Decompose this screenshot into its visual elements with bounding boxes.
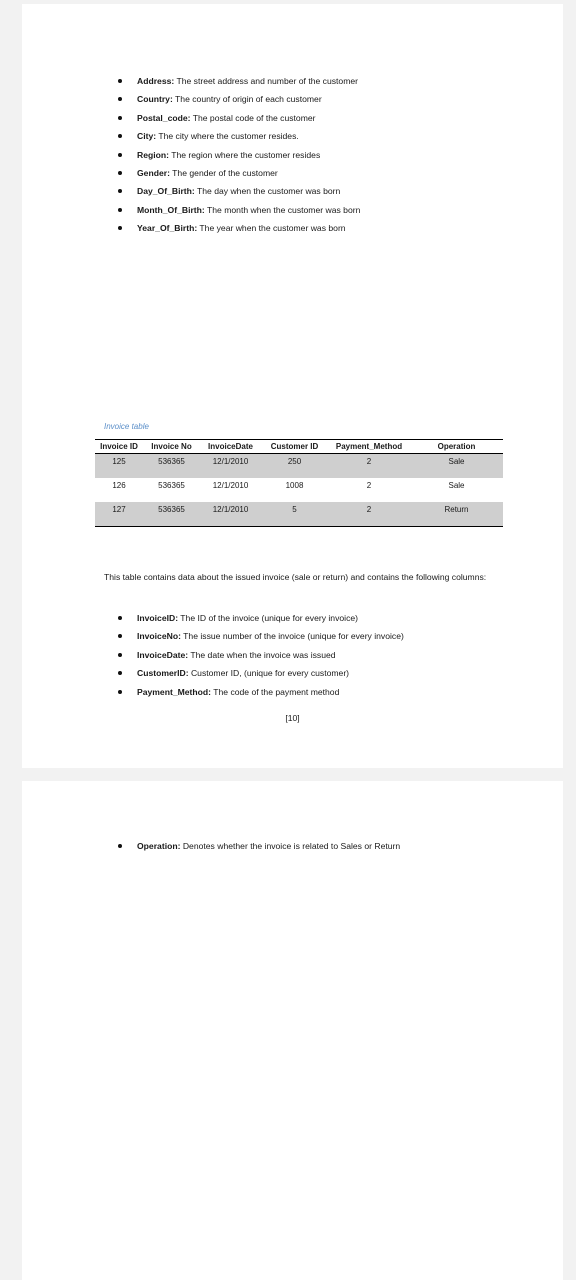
table-cell: Sale — [410, 454, 503, 479]
list-item — [118, 687, 404, 697]
table-cell: 536365 — [143, 454, 200, 479]
field-term: Address: — [137, 76, 175, 86]
table-cell: 12/1/2010 — [200, 454, 261, 479]
field-term: InvoiceID: — [137, 613, 179, 623]
table-row — [95, 502, 503, 527]
list-item — [118, 631, 404, 641]
field-description: The date when the invoice was issued — [188, 649, 336, 660]
customer-field-list — [118, 76, 360, 242]
field-term: CustomerID: — [137, 668, 189, 679]
list-item — [118, 223, 360, 233]
field-term: Year_Of_Birth: — [137, 223, 198, 234]
table-cell: 126 — [112, 481, 126, 490]
field-description: The year when the customer was born — [197, 223, 346, 234]
field-description: The postal code of the customer — [190, 112, 316, 123]
page-number: [10] — [285, 713, 300, 723]
table-cell: 12/1/2010 — [212, 481, 249, 490]
list-item — [118, 94, 360, 104]
table-cell: 127 — [95, 502, 143, 527]
field-term: Day_Of_Birth: — [137, 186, 195, 197]
table-cell: 5 — [261, 502, 328, 527]
table-cell: 250 — [261, 454, 328, 479]
table-cell: 536365 — [158, 481, 185, 490]
invoice-table — [95, 439, 503, 527]
list-item — [118, 841, 400, 851]
field-description: The code of the payment method — [211, 686, 340, 697]
column-header: Customer ID — [261, 440, 328, 454]
table-cell: 2 — [328, 502, 410, 527]
field-description: The street address and number of the customer — [174, 76, 359, 86]
invoice-field-list — [118, 613, 404, 705]
field-term: Month_Of_Birth: — [137, 204, 205, 215]
column-header: Payment_Method — [328, 440, 410, 454]
field-description: The country of origin of each customer — [172, 94, 322, 105]
column-header: Operation — [410, 440, 503, 454]
field-term: Payment_Method: — [137, 686, 212, 697]
field-description: The region where the customer resides — [168, 149, 321, 160]
field-term: Region: — [137, 149, 169, 160]
table-header-row — [95, 440, 503, 454]
table-row — [95, 478, 503, 502]
table-description: This table contains data about the issued invoice (sale or return) and contains the following columns: — [104, 572, 487, 582]
field-description: The day when the customer was born — [194, 186, 341, 197]
list-item — [118, 113, 360, 123]
table-cell: 12/1/2010 — [200, 502, 261, 527]
field-description: The gender of the customer — [169, 167, 278, 178]
list-item — [118, 150, 360, 160]
list-item — [118, 76, 360, 86]
table-cell: 1008 — [285, 481, 304, 490]
list-item — [118, 168, 360, 178]
table-cell: Return — [410, 502, 503, 527]
field-term: Operation: — [137, 841, 181, 851]
list-item — [118, 131, 360, 141]
list-item — [118, 650, 404, 660]
table-row — [95, 454, 503, 479]
list-item — [118, 205, 360, 215]
field-description: The ID of the invoice (unique for every invoice) — [178, 613, 359, 623]
field-term: Gender: — [137, 167, 170, 178]
table-cell: 2 — [328, 454, 410, 479]
document-page-2 — [22, 781, 563, 1280]
list-item — [118, 668, 404, 678]
table-cell: 125 — [95, 454, 143, 479]
table-cell: 536365 — [143, 502, 200, 527]
field-description: The city where the customer resides. — [156, 131, 299, 142]
field-term: InvoiceDate: — [137, 649, 189, 660]
field-term: InvoiceNo: — [137, 631, 181, 642]
list-item — [118, 186, 360, 196]
column-header: InvoiceDate — [200, 440, 261, 454]
field-description: The month when the customer was born — [204, 204, 361, 215]
field-description: Denotes whether the invoice is related to Sales or Return — [180, 841, 401, 851]
table-cell: 2 — [366, 481, 372, 490]
field-term: Country: — [137, 94, 173, 105]
field-description: Customer ID, (unique for every customer) — [188, 668, 350, 679]
column-header: Invoice ID — [95, 440, 143, 454]
operation-field-list — [118, 841, 400, 859]
list-item — [118, 613, 404, 623]
field-term: City: — [137, 131, 157, 142]
field-description: The issue number of the invoice (unique for every invoice) — [180, 631, 404, 642]
table-caption: Invoice table — [104, 422, 149, 431]
document-page-1 — [22, 4, 563, 768]
field-term: Postal_code: — [137, 112, 191, 123]
table-cell: Sale — [448, 481, 465, 490]
column-header: Invoice No — [143, 440, 200, 454]
